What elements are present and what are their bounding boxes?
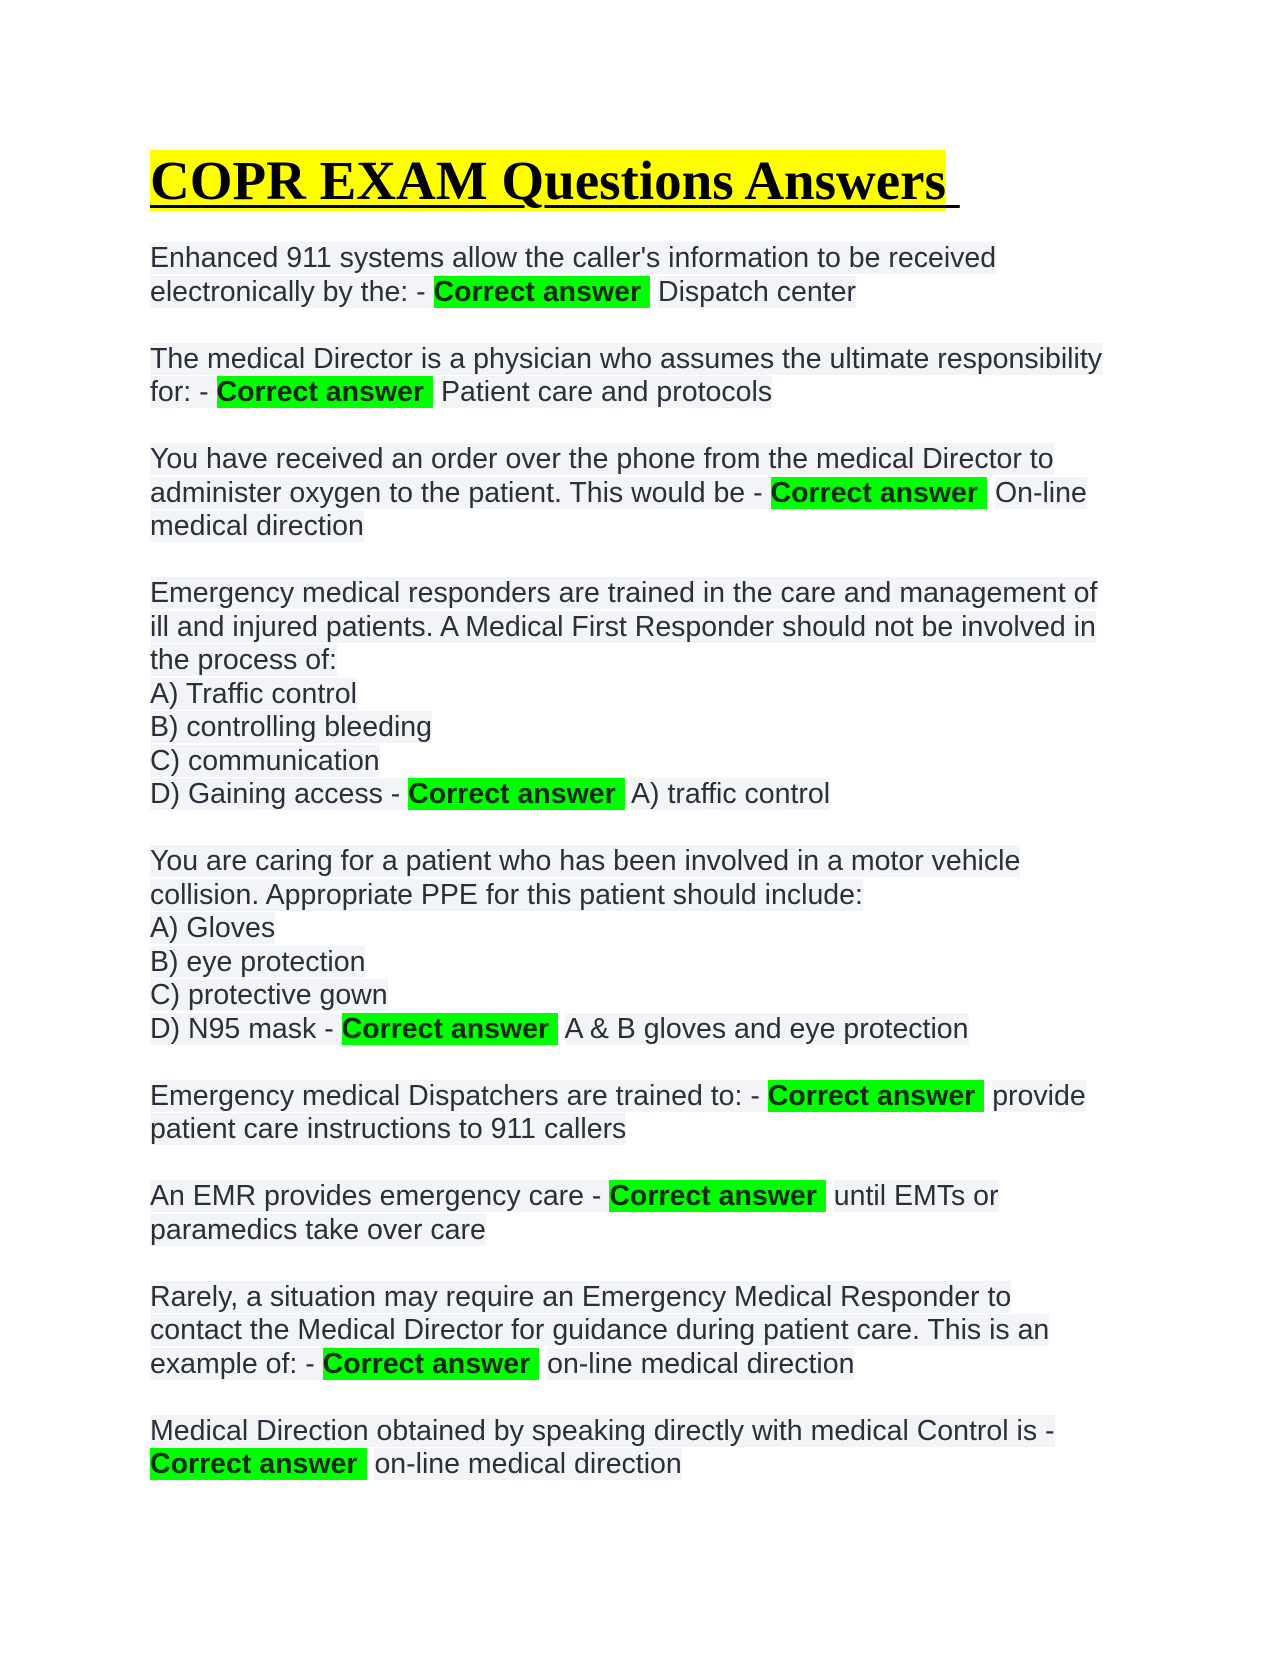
qa-line	[150, 443, 1140, 477]
question-text: patient care instructions to 911 callers	[150, 1113, 627, 1145]
correct-answer-label: Correct answer	[323, 1348, 540, 1380]
qa-line	[150, 946, 1140, 980]
qa-line	[150, 778, 1140, 812]
qa-line	[150, 912, 1140, 946]
question-text: electronically by the: -	[150, 275, 434, 308]
qa-line	[150, 343, 1140, 377]
question-text: for: -	[150, 376, 217, 408]
answer-text: Patient care and protocols	[440, 376, 773, 408]
question-text: You are caring for a patient who has been involved in a motor vehicle	[150, 845, 1021, 877]
qa-line	[150, 1080, 1140, 1114]
qa-line	[150, 1113, 1140, 1147]
answer-text: A) traffic control	[631, 778, 831, 810]
qa-line	[150, 1348, 1140, 1382]
qa-line	[150, 678, 1140, 712]
question-text: administer oxygen to the patient. This would be -	[150, 476, 771, 509]
title-trailing-underline	[946, 150, 960, 211]
qa-line	[150, 979, 1140, 1013]
answer-text: provide	[992, 1079, 1086, 1112]
question-text: C) protective gown	[150, 979, 388, 1011]
question-text: ill and injured patients. A Medical First Responder should not be involved in	[150, 610, 1096, 643]
answer-text: on-line medical direction	[374, 1448, 682, 1480]
correct-answer-label: Correct answer	[408, 778, 625, 810]
qa-line	[150, 376, 1140, 410]
qa-item	[150, 242, 1140, 309]
question-text: example of: -	[150, 1347, 323, 1380]
question-text: Emergency medical Dispatchers are trained to: -	[150, 1079, 768, 1112]
answer-text: on-line medical direction	[547, 1347, 855, 1380]
question-text: medical direction	[150, 510, 364, 542]
qa-item	[150, 1415, 1140, 1482]
question-text: D) Gaining access -	[150, 778, 409, 810]
qa-item	[150, 443, 1140, 544]
qa-line	[150, 577, 1140, 611]
correct-answer-label: Correct answer	[771, 477, 988, 509]
question-text: C) communication	[150, 744, 380, 777]
qa-list	[150, 242, 1140, 1482]
question-text: An EMR provides emergency care -	[150, 1180, 610, 1212]
question-text: Rarely, a situation may require an Emergency Medical Responder to	[150, 1280, 1012, 1313]
qa-line	[150, 1013, 1140, 1047]
qa-line	[150, 242, 1140, 276]
answer-text: A & B gloves and eye protection	[564, 1012, 969, 1045]
correct-answer-label: Correct answer	[150, 1448, 367, 1480]
qa-item	[150, 1080, 1140, 1147]
qa-line	[150, 611, 1140, 645]
question-text: paramedics take over care	[150, 1213, 486, 1246]
qa-item	[150, 1180, 1140, 1247]
question-text: Medical Direction obtained by speaking directly with medical Control is -	[150, 1414, 1055, 1447]
answer-text: until EMTs or	[833, 1180, 999, 1212]
question-text: You have received an order over the phone from the medical Director to	[150, 443, 1054, 475]
question-text: the process of:	[150, 644, 337, 676]
qa-item	[150, 343, 1140, 410]
qa-line	[150, 1448, 1140, 1482]
question-text: collision. Appropriate PPE for this patient should include:	[150, 878, 863, 911]
qa-item	[150, 1281, 1140, 1382]
qa-line	[150, 276, 1140, 310]
qa-line	[150, 1281, 1140, 1315]
correct-answer-label: Correct answer	[434, 276, 651, 308]
qa-line	[150, 879, 1140, 913]
qa-line	[150, 1180, 1140, 1214]
question-text: B) eye protection	[150, 945, 366, 978]
question-text: Emergency medical responders are trained in the care and management of	[150, 577, 1098, 609]
document-page	[150, 146, 1140, 1515]
qa-line	[150, 644, 1140, 678]
question-text: B) controlling bleeding	[150, 711, 433, 743]
qa-line	[150, 477, 1140, 511]
qa-line	[150, 845, 1140, 879]
question-text: The medical Director is a physician who assumes the ultimate responsibility	[150, 342, 1102, 375]
correct-answer-label: Correct answer	[342, 1013, 559, 1045]
qa-line	[150, 711, 1140, 745]
qa-line	[150, 1214, 1140, 1248]
qa-line	[150, 510, 1140, 544]
title-text: COPR EXAM Questions Answers	[150, 150, 946, 211]
qa-line	[150, 1314, 1140, 1348]
question-text: contact the Medical Director for guidance during patient care. This is an	[150, 1314, 1050, 1346]
qa-item	[150, 577, 1140, 812]
answer-text: Dispatch center	[657, 275, 856, 308]
qa-line	[150, 1415, 1140, 1449]
correct-answer-label: Correct answer	[609, 1180, 826, 1212]
correct-answer-label: Correct answer	[768, 1080, 985, 1112]
qa-line	[150, 745, 1140, 779]
question-text: D) N95 mask -	[150, 1012, 342, 1045]
document-title	[150, 146, 1140, 216]
correct-answer-label: Correct answer	[217, 376, 434, 408]
answer-text: On-line	[994, 476, 1087, 509]
question-text: Enhanced 911 systems allow the caller's information to be received	[150, 242, 997, 274]
qa-item	[150, 845, 1140, 1046]
question-text: A) Traffic control	[150, 677, 357, 710]
question-text: A) Gloves	[150, 912, 276, 944]
